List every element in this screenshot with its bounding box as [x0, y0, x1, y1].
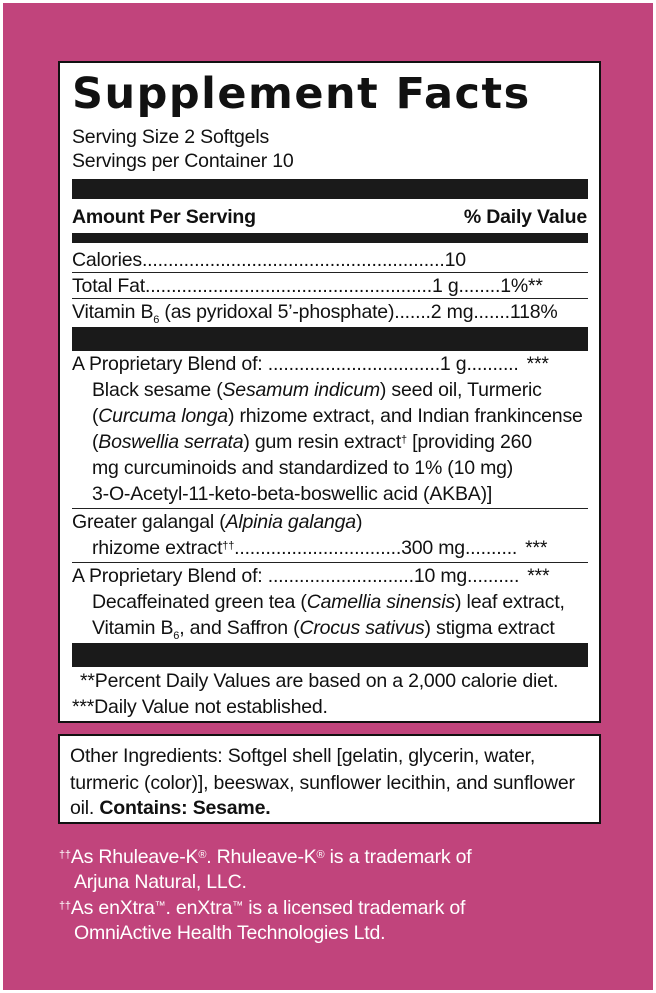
vitamin-b6-row	[72, 300, 558, 327]
blend1-ingredient-line	[92, 378, 542, 402]
trademark-footnote-1	[59, 845, 472, 869]
vitamin-b6-label: Vitamin B	[72, 301, 154, 323]
blend1-dv: ***	[526, 353, 549, 375]
leader-dots: ..........	[466, 353, 519, 375]
galangal-label: rhizome extract	[92, 537, 223, 559]
text: oil.	[70, 797, 100, 819]
blend2-label: A Proprietary Blend of:	[72, 565, 268, 587]
leader-dots: ................................	[234, 537, 402, 559]
blend2-row	[72, 564, 549, 588]
blend2-amount: 10 mg	[413, 565, 468, 587]
panel-title: Supplement Facts	[72, 69, 531, 119]
text: )	[355, 511, 363, 533]
supplement-facts-panel	[58, 61, 601, 723]
leader-dots: ..........................................................	[141, 249, 445, 271]
allergen-statement: Contains: Sesame.	[99, 797, 271, 819]
daily-value-footnote: **Percent Daily Values are based on a 2,000 calorie diet.	[80, 670, 559, 692]
leader-dots: ............................	[267, 565, 414, 587]
calories-amount: 10	[444, 249, 466, 271]
dagger-mark: ††	[59, 900, 71, 912]
text: (	[92, 431, 99, 453]
blend1-ingredient-line: mg curcuminoids and standardized to 1% (10 mg)	[92, 457, 514, 479]
blend2-dv: ***	[527, 565, 550, 587]
blend1-amount: 1 g	[439, 353, 467, 375]
subscript: 6	[153, 314, 160, 326]
trademark-footnote-2-line2: OmniActive Health Technologies Ltd.	[74, 922, 386, 944]
blend1-label: A Proprietary Blend of:	[72, 353, 268, 375]
leader-dots: .......	[473, 301, 510, 323]
other-ingredients-line	[70, 796, 270, 820]
servings-per-container: Servings per Container 10	[72, 150, 294, 172]
dagger-mark: †	[401, 434, 407, 446]
row-divider	[72, 298, 588, 299]
galangal-line	[72, 510, 362, 534]
text: Greater galangal (	[72, 511, 226, 533]
not-established-footnote: ***Daily Value not established.	[72, 696, 328, 718]
leader-dots: .......................................................	[144, 275, 432, 297]
row-divider	[72, 508, 588, 509]
text: Decaffeinated green tea (	[92, 591, 307, 613]
other-ingredients-line: turmeric (color)], beeswax, sunflower lecithin, and sunflower	[70, 772, 575, 794]
blend2-ingredient-line	[92, 616, 555, 643]
leader-dots: .......	[394, 301, 431, 323]
galangal-amount: 300 mg	[401, 537, 465, 559]
thick-divider	[72, 643, 588, 667]
trademark-footnote-2	[59, 896, 465, 920]
botanical-name: Boswellia serrata	[98, 431, 244, 453]
total-fat-dv: 1%**	[500, 275, 543, 297]
text: Vitamin B	[92, 617, 174, 639]
registered-mark: ®	[316, 849, 325, 861]
trademark-footnote-1-line2: Arjuna Natural, LLC.	[74, 871, 247, 893]
leader-dots: ........	[458, 275, 501, 297]
leader-dots: ..........	[467, 565, 520, 587]
medium-divider	[72, 233, 588, 243]
calories-label: Calories	[72, 249, 142, 271]
daily-value-header: % Daily Value	[463, 206, 587, 228]
trademark-mark: ™	[154, 900, 166, 912]
dagger-mark: ††	[59, 849, 71, 861]
blend1-row	[72, 352, 549, 376]
blend2-ingredient-line	[92, 590, 565, 614]
text: As Rhuleave-K	[70, 846, 199, 868]
blend1-ingredient-line	[92, 430, 532, 454]
botanical-name: Alpinia galanga	[225, 511, 356, 533]
trademark-mark: ™	[232, 900, 243, 912]
blend1-ingredient-line: 3-O-Acetyl-11-keto-beta-boswellic acid (AKBA)]	[92, 483, 493, 505]
text: [providing 260	[406, 431, 532, 453]
vitamin-b6-dv: 118%	[509, 301, 558, 323]
botanical-name: Crocus sativus	[299, 617, 425, 639]
thick-divider	[72, 327, 588, 351]
dagger-mark: ††	[222, 540, 235, 552]
galangal-row	[92, 536, 547, 560]
calories-row	[72, 248, 466, 272]
galangal-dv: ***	[525, 537, 548, 559]
text: As enXtra	[70, 897, 155, 919]
total-fat-row	[72, 274, 543, 298]
vitamin-b6-amount: 2 mg	[430, 301, 474, 323]
row-divider	[72, 562, 588, 563]
leader-dots: .................................	[267, 353, 440, 375]
other-ingredients-line: Other Ingredients: Softgel shell [gelatin, glycerin, water,	[70, 745, 536, 767]
text: is a trademark of	[324, 846, 472, 868]
registered-mark: ®	[198, 849, 207, 861]
thick-divider	[72, 179, 588, 199]
text: . enXtra	[165, 897, 233, 919]
botanical-name: Sesamum indicum	[222, 379, 380, 401]
serving-size: Serving Size 2 Softgels	[72, 126, 270, 148]
vitamin-b6-form: (as pyridoxal 5’-phosphate)	[159, 301, 395, 323]
botanical-name: Curcuma longa	[98, 405, 228, 427]
amount-per-serving-header: Amount Per Serving	[72, 206, 256, 228]
text: (	[92, 405, 99, 427]
text: Black sesame (	[92, 379, 223, 401]
total-fat-amount: 1 g	[431, 275, 459, 297]
text: ) leaf extract,	[455, 591, 565, 613]
text: ) rhizome extract, and Indian frankincense	[227, 405, 583, 427]
subscript: 6	[173, 630, 180, 642]
other-ingredients-panel	[58, 734, 601, 824]
text: ) gum resin extract	[243, 431, 402, 453]
text: ) seed oil, Turmeric	[379, 379, 542, 401]
text: , and Saffron (	[179, 617, 300, 639]
text: is a licensed trademark of	[243, 897, 466, 919]
total-fat-label: Total Fat	[72, 275, 145, 297]
blend1-ingredient-line	[92, 404, 583, 428]
row-divider	[72, 272, 588, 273]
leader-dots: ..........	[464, 537, 518, 559]
text: . Rhuleave-K	[206, 846, 317, 868]
botanical-name: Camellia sinensis	[306, 591, 456, 613]
text: ) stigma extract	[424, 617, 555, 639]
